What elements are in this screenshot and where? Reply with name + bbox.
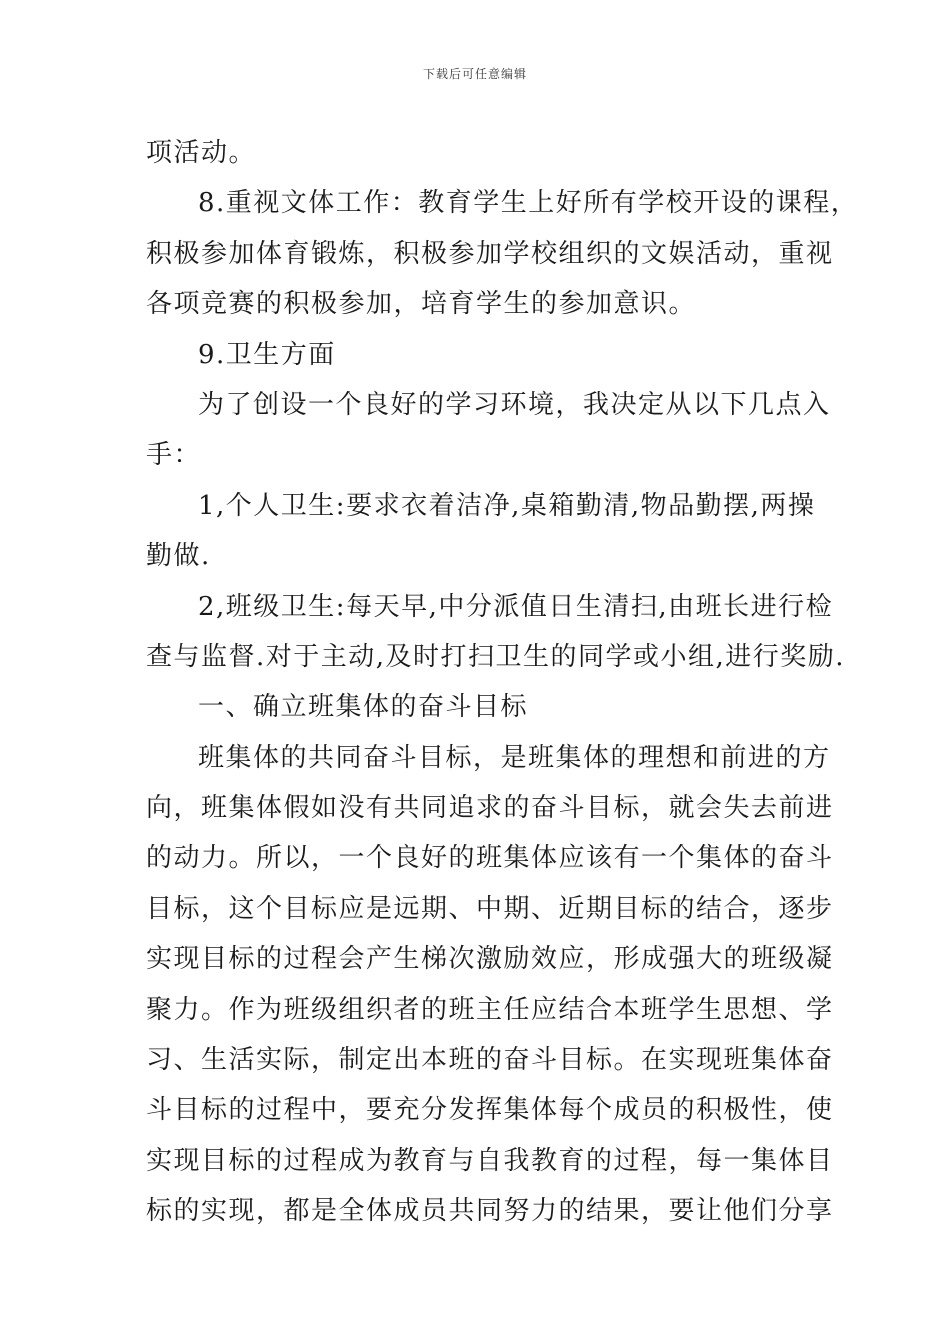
text-line: 向，班集体假如没有共同追求的奋斗目标，就会失去前进 xyxy=(146,793,834,824)
section-heading: 一、确立班集体的奋斗目标 xyxy=(198,692,529,723)
text-line: 1,个人卫生:要求衣着洁净,桌箱勤清,物品勤摆,两操 xyxy=(198,490,816,521)
text-line: 标的实现，都是全体成员共同努力的结果，要让他们分享 xyxy=(146,1196,834,1227)
text-line: 查与监督.对于主动,及时打扫卫生的同学或小组,进行奖励. xyxy=(146,641,846,672)
text-line: 目标，这个目标应是远期、中期、近期目标的结合，逐步 xyxy=(146,893,834,924)
text-line: 8.重视文体工作：教育学生上好所有学校开设的课程， xyxy=(198,188,859,219)
page-header: 下载后可任意编辑 xyxy=(422,67,527,81)
text-line: 习、生活实际，制定出本班的奋斗目标。在实现班集体奋 xyxy=(146,1045,834,1076)
text-line: 勤做. xyxy=(146,541,211,572)
text-line: 实现目标的过程成为教育与自我教育的过程，每一集体目 xyxy=(146,1145,834,1176)
text-line: 班集体的共同奋斗目标，是班集体的理想和前进的方 xyxy=(198,742,831,773)
text-line: 为了创设一个良好的学习环境，我决定从以下几点入 xyxy=(198,389,831,420)
text-line: 实现目标的过程会产生梯次激励效应，形成强大的班级凝 xyxy=(146,944,834,975)
text-line: 斗目标的过程中，要充分发挥集体每个成员的积极性，使 xyxy=(146,1095,834,1126)
text-line: 各项竞赛的积极参加，培育学生的参加意识。 xyxy=(146,289,697,320)
text-line: 聚力。作为班级组织者的班主任应结合本班学生思想、学 xyxy=(146,994,834,1025)
text-line: 的动力。所以，一个良好的班集体应该有一个集体的奋斗 xyxy=(146,843,834,874)
text-line: 手： xyxy=(146,440,202,471)
text-line: 9.卫生方面 xyxy=(198,339,336,370)
document-body xyxy=(146,128,859,1237)
text-line: 积极参加体育锻炼，积极参加学校组织的文娱活动，重视 xyxy=(146,238,834,269)
text-line: 2,班级卫生:每天早,中分派值日生清扫,由班长进行检 xyxy=(198,591,834,622)
text-line: 项活动。 xyxy=(146,138,257,168)
